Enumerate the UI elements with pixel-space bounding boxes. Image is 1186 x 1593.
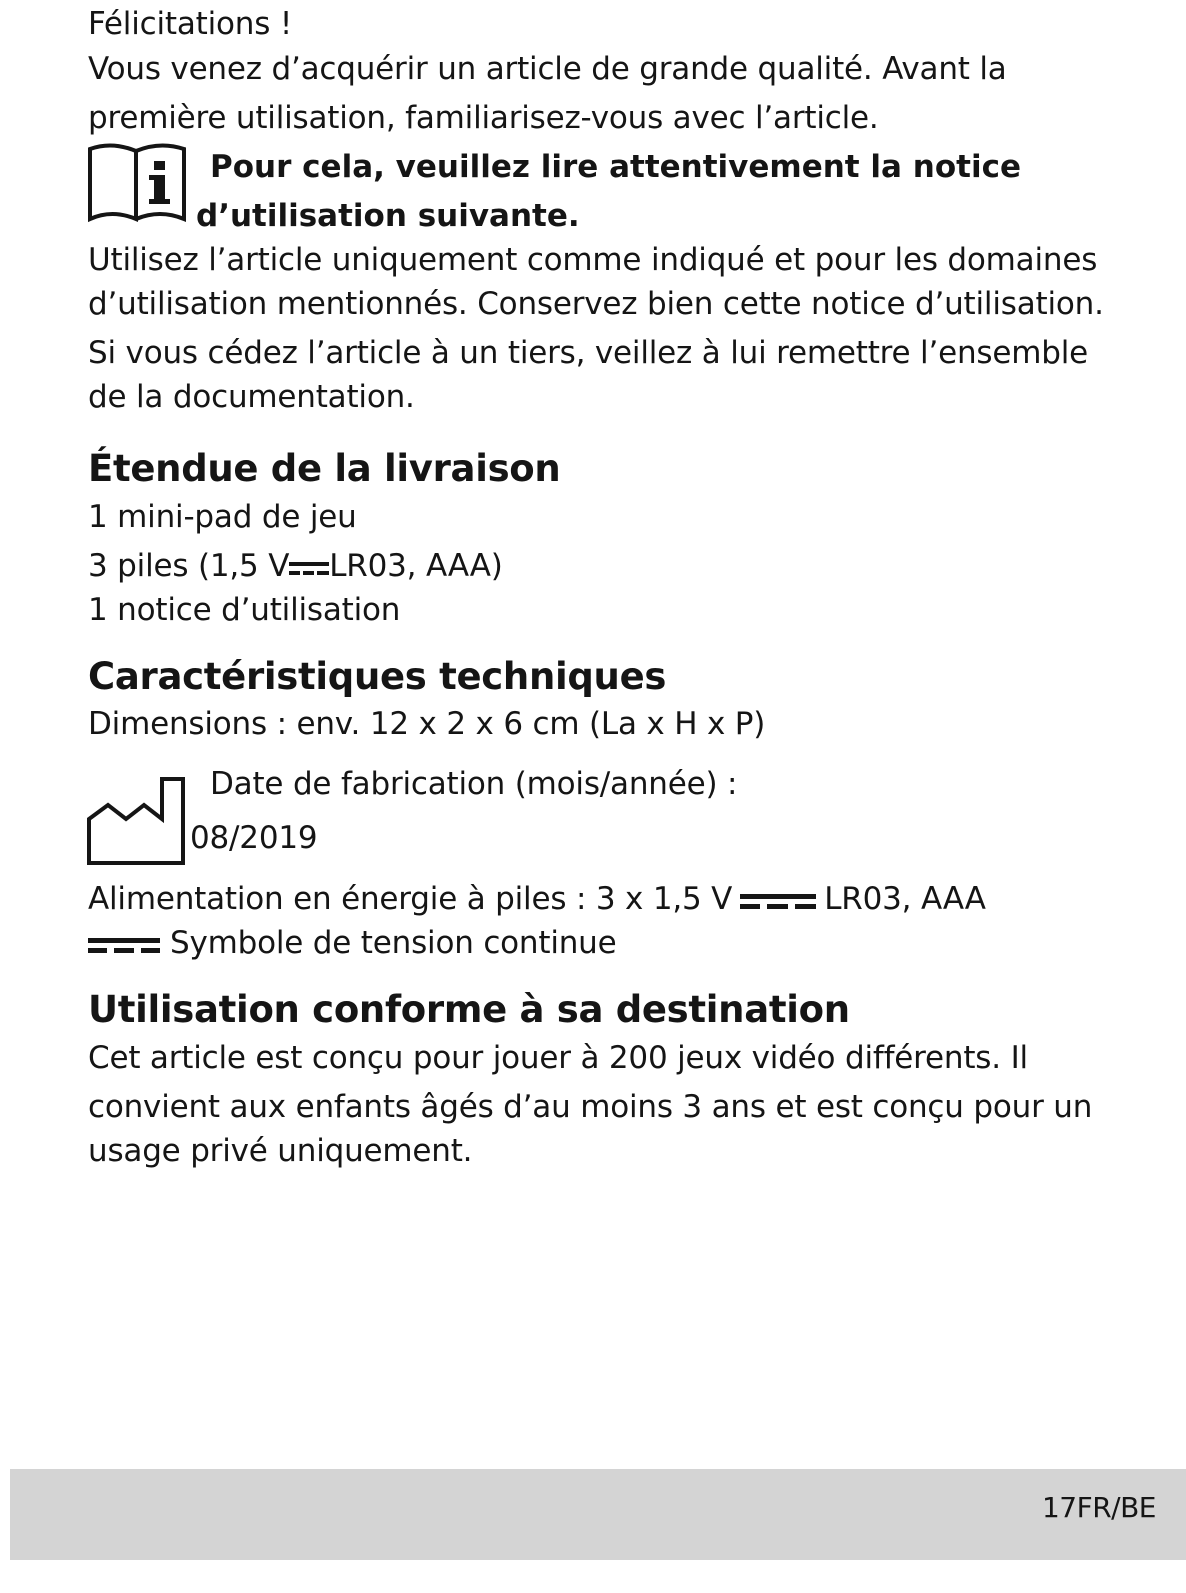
usage-instruction-line-2: d’utilisation mentionnés. Conservez bien cette notice d’utilisation. xyxy=(88,286,1104,322)
intro-line-2: première utilisation, familiarisez-vous avec l’article. xyxy=(88,100,879,136)
power-supply-suffix: LR03, AAA xyxy=(824,881,986,917)
direct-current-icon xyxy=(740,890,816,912)
intended-use-heading: Utilisation conforme à sa destination xyxy=(88,988,850,1031)
notice-bold-line-1: Pour cela, veuillez lire attentivement la notice xyxy=(210,149,1021,185)
delivery-item-2 xyxy=(88,544,503,588)
intended-use-line-1: Cet article est conçu pour jouer à 200 jeux vidéo différents. Il xyxy=(88,1040,1028,1076)
intro-line-1: Vous venez d’acquérir un article de grande qualité. Avant la xyxy=(88,51,1007,87)
notice-bold-line-2: d’utilisation suivante. xyxy=(196,198,580,234)
page-number: 17FR/BE xyxy=(1041,1491,1156,1524)
delivery-item-2-prefix: 3 piles (1,5 V xyxy=(88,548,290,584)
delivery-item-3: 1 notice d’utilisation xyxy=(88,592,401,628)
dc-symbol-legend xyxy=(88,921,617,965)
congratulations-text: Félicitations ! xyxy=(88,6,293,42)
dc-symbol-label: Symbole de tension continue xyxy=(170,925,617,961)
power-supply-text xyxy=(88,877,986,921)
intended-use-line-3: usage privé uniquement. xyxy=(88,1133,473,1169)
manufacture-date-value: 08/2019 xyxy=(190,820,318,856)
transfer-line-2: de la documentation. xyxy=(88,379,415,415)
specs-heading: Caractéristiques techniques xyxy=(88,655,667,698)
usage-instruction-line-1: Utilisez l’article uniquement comme indiqué et pour les domaines xyxy=(88,242,1098,278)
manufacture-date-label: Date de fabrication (mois/année) : xyxy=(210,766,738,802)
direct-current-icon xyxy=(88,934,160,956)
dimensions-text: Dimensions : env. 12 x 2 x 6 cm (La x H x P) xyxy=(88,706,766,742)
manufacture-date-icon xyxy=(86,775,186,867)
power-supply-prefix: Alimentation en énergie à piles : 3 x 1,5 V xyxy=(88,881,733,917)
delivery-item-1: 1 mini-pad de jeu xyxy=(88,499,357,535)
direct-current-icon xyxy=(289,557,329,579)
delivery-item-2-suffix: LR03, AAA) xyxy=(329,548,503,584)
intended-use-line-2: convient aux enfants âgés d’au moins 3 ans et est conçu pour un xyxy=(88,1089,1093,1125)
read-manual-icon xyxy=(86,139,190,225)
transfer-line-1: Si vous cédez l’article à un tiers, veillez à lui remettre l’ensemble xyxy=(88,335,1089,371)
delivery-heading: Étendue de la livraison xyxy=(88,447,561,490)
page-footer xyxy=(10,1469,1186,1560)
